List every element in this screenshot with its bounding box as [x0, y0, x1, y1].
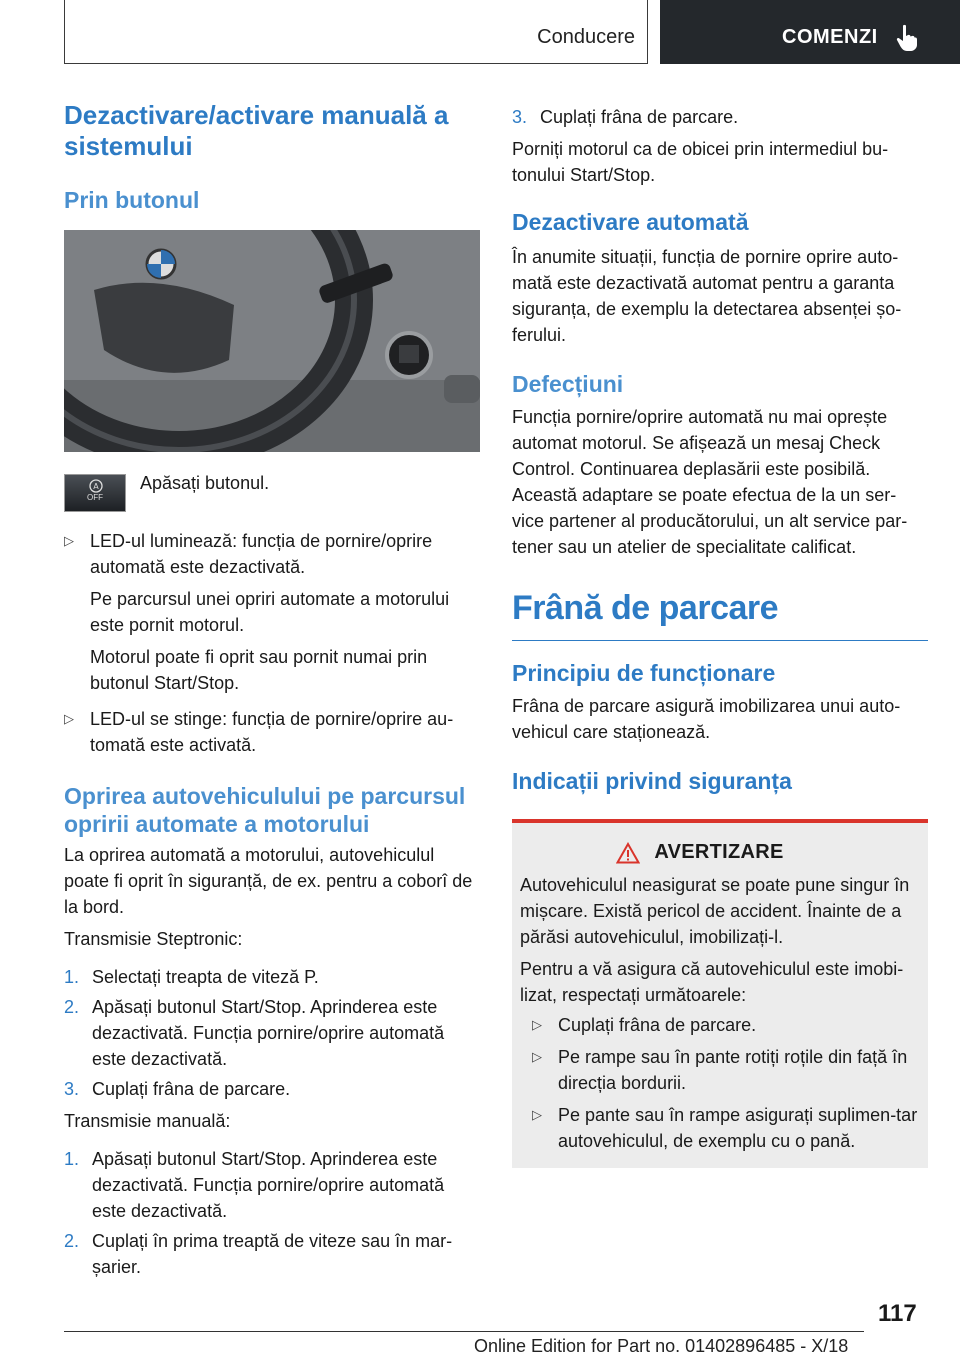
manual-steps: [64, 1146, 480, 1280]
heading-stopping-vehicle: Oprirea autovehiculului pe parcursul opririi automate a motorului: [64, 783, 466, 837]
start-engine-text: Porniți motorul ca de obicei prin intermediul bu-tonului Start/Stop.: [512, 139, 889, 185]
triangle-bullet-icon: ▷: [532, 1017, 542, 1032]
list-item: [64, 1076, 480, 1102]
right-column: [512, 100, 928, 1168]
bullet-text: LED-ul luminează: funcția de pornire/oprire automată este dezactivată.: [90, 531, 433, 577]
section-tab-label: Conducere: [537, 26, 635, 48]
warning-text: Pentru a vă asigura că autovehiculul este imobi-lizat, respectați următoarele:: [520, 959, 904, 1005]
heading-parking-brake: Frână de parcare: [512, 589, 779, 627]
list-item: [64, 1146, 480, 1224]
list-item: [64, 964, 480, 990]
list-item: [64, 994, 480, 1072]
stopping-text: La oprirea automată a motorului, autovehiculul poate fi oprit în siguranță, de ex. pentru a coborî de la bord.: [64, 845, 473, 917]
step-text: Apăsați butonul Start/Stop. Aprinderea este dezactivată. Funcția pornire/oprire automată este dezactivată.: [92, 1149, 445, 1221]
bullet-text: Pe pante sau în rampe asigurați suplimen-tar autovehiculul, de exemplu cu o pană.: [558, 1105, 918, 1151]
heading-safety: Indicații privind siguranța: [512, 768, 792, 794]
warning-box: [512, 819, 928, 1168]
step-text: Cuplați frâna de parcare.: [92, 1079, 291, 1099]
steering-wheel-illustration: [64, 230, 480, 452]
bullet-text: Pe rampe sau în pante rotiți roțile din față în direcția bordurii.: [558, 1047, 908, 1093]
list-item: [64, 1228, 480, 1280]
press-button-text: Apăsați butonul.: [140, 473, 270, 493]
bullet-text: Motorul poate fi oprit sau pornit numai prin butonul Start/Stop.: [90, 647, 428, 693]
step-number: 1.: [64, 1149, 80, 1169]
manual-transmission-label: Transmisie manuală:: [64, 1111, 231, 1131]
heading-defects: Defecțiuni: [512, 371, 624, 397]
defects-text: Funcția pornire/oprire automată nu mai oprește automat motorul. Se afișează un mesaj Check Control. Continuarea deplasării este posibilă. Această adaptare se poate efectua de la un ser-vice partener al producătorului, un alt service par-tener sau un atelier de specialitate calificat.: [512, 407, 908, 557]
edition-text: Online Edition for Part no. 01402896485 - X/18: [474, 1336, 849, 1356]
step-number: 1.: [64, 967, 80, 987]
bullet-text: LED-ul se stinge: funcția de pornire/oprire au-tomată este activată.: [90, 709, 454, 755]
step-number: 3.: [512, 107, 528, 127]
step-text: Cuplați în prima treaptă de viteze sau în mar-șarier.: [92, 1231, 453, 1277]
left-column: [64, 100, 480, 1280]
hand-pointer-icon: [896, 24, 918, 52]
step-text: Selectați treapta de viteză P.: [92, 967, 319, 987]
step-text: Cuplați frâna de parcare.: [540, 107, 739, 127]
heading-by-button: Prin butonul: [64, 187, 200, 213]
steptronic-steps: [64, 964, 480, 1102]
triangle-bullet-icon: ▷: [64, 533, 74, 548]
list-item: [512, 104, 928, 130]
triangle-bullet-icon: ▷: [532, 1049, 542, 1064]
footer-rule: [64, 1331, 864, 1332]
chapter-tab: [660, 0, 960, 64]
warning-title: AVERTIZARE: [654, 841, 784, 863]
auto-start-stop-button-icon: [64, 474, 126, 512]
auto-deactivation-text: În anumite situații, funcția de pornire oprire auto-mată este dezactivată automat pentru a garanta siguranța, de exemplu la detectarea absenței șo-ferului.: [512, 247, 902, 345]
heading-principle: Principiu de funcționare: [512, 660, 776, 686]
warning-header: [480, 841, 920, 864]
led-bullet-list: [64, 528, 480, 758]
steptronic-label: Transmisie Steptronic:: [64, 929, 243, 949]
button-instruction: [64, 474, 480, 512]
list-item: [64, 706, 480, 758]
warning-text: Autovehiculul neasigurat se poate pune singur în mișcare. Există pericol de accident. Înainte de a părăsi autovehiculul, imobilizați-l.: [520, 875, 910, 947]
svg-text:A: A: [93, 482, 99, 491]
page-number: 117: [878, 1300, 917, 1327]
principle-text: Frâna de parcare asigură imobilizarea unui auto-vehicul care staționează.: [512, 696, 901, 742]
chapter-tab-label: COMENZI: [782, 26, 878, 48]
warning-bullet-list: [520, 1012, 920, 1154]
steering-wheel-photo: [64, 230, 480, 452]
step-text: Apăsați butonul Start/Stop. Aprinderea este dezactivată. Funcția pornire/oprire automată este dezactivată.: [92, 997, 445, 1069]
heading-manual-deactivation: Dezactivare/activare manuală a sistemului: [64, 100, 449, 161]
heading-rule: [512, 640, 928, 641]
step-number: 2.: [64, 997, 80, 1017]
section-tab: [64, 0, 648, 64]
triangle-bullet-icon: ▷: [532, 1107, 542, 1122]
heading-auto-deactivation: Dezactivare automată: [512, 209, 749, 235]
list-item: [532, 1102, 920, 1154]
bullet-text: Pe parcursul unei opriri automate a motorului este pornit motorul.: [90, 589, 450, 635]
list-item: [532, 1044, 920, 1096]
list-item: [532, 1012, 920, 1038]
step-number: 2.: [64, 1231, 80, 1251]
triangle-bullet-icon: ▷: [64, 711, 74, 726]
bullet-text: Cuplați frâna de parcare.: [558, 1015, 757, 1035]
off-label: OFF: [87, 493, 103, 502]
list-item: [64, 528, 480, 696]
step-number: 3.: [64, 1079, 80, 1099]
warning-triangle-icon: [616, 842, 640, 864]
